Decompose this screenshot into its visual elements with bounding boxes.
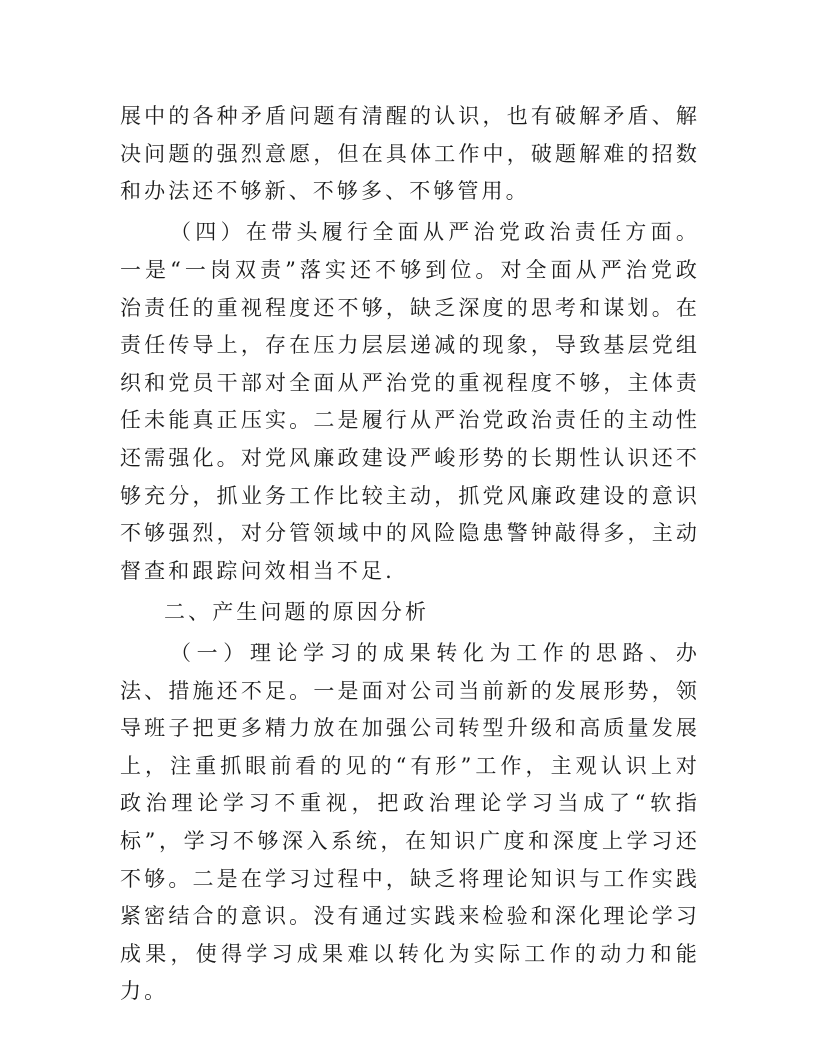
paragraph-section-four: （四）在带头履行全面从严治党政治责任方面。一是“一岗双责”落实还不够到位。对全面从严治党政治责任的重视程度还不够，缺乏深度的思考和谋划。在责任传导上，存在压力层层递减的现象，导致基层党组织和党员干部对全面从严治党的重视程度不够，主体责任未能真正压实。二是履行从严治党政治责任的主动性还需强化。对党风廉政建设严峻形势的长期性认识还不够充分，抓业务工作比较主动，抓党风廉政建设的意识不够强烈，对分管领域中的风险隐患警钟敲得多，主动督查和跟踪问效相当不足. [120, 220, 700, 583]
paragraph-cause-one: （一）理论学习的成果转化为工作的思路、办法、措施还不足。一是面对公司当前新的发展形势，领导班子把更多精力放在加强公司转型升级和高质量发展上，注重抓眼前看的见的“有形”工作，主观认识上对政治理论学习不重视，把政治理论学习当成了“软指标”，学习不够深入系统，在知识广度和深度上学习还不够。二是在学习过程中，缺乏将理论知识与工作实践紧密结合的意识。没有通过实践来检验和深化理论学习成果，使得学习成果难以转化为实际工作的动力和能力。 [120, 641, 700, 1004]
document-body [120, 98, 700, 1015]
heading-cause-analysis: 二、产生问题的原因分析 [164, 599, 430, 624]
paragraph-continuation: 展中的各种矛盾问题有清醒的认识，也有破解矛盾、解决问题的强烈意愿，但在具体工作中，破题解难的招数和办法还不够新、不够多、不够管用。 [120, 104, 700, 204]
